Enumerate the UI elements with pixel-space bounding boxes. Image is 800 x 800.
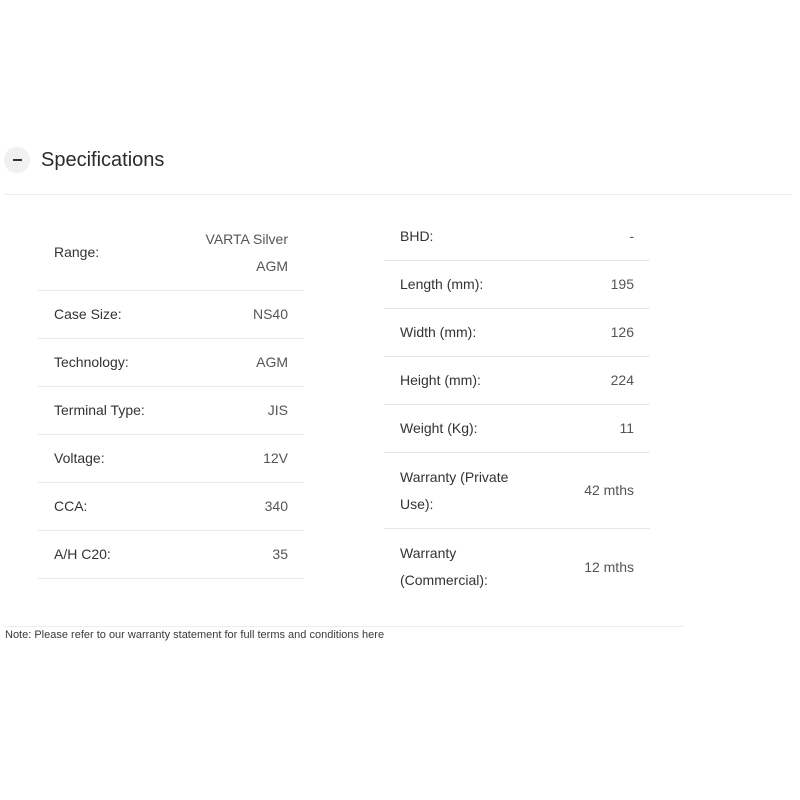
spec-value: 12 mths	[584, 558, 634, 575]
spec-value: 340	[264, 498, 288, 514]
spec-row-warranty-private	[384, 453, 650, 529]
spec-label: Case Size:	[54, 306, 122, 322]
spec-row-technology	[38, 339, 304, 387]
spec-row-height	[384, 357, 650, 405]
section-title: Specifications	[41, 149, 165, 171]
spec-row-voltage	[38, 435, 304, 483]
spec-value: 195	[610, 276, 634, 292]
spec-label: Terminal Type:	[54, 402, 145, 418]
spec-value: 11	[619, 420, 634, 436]
spec-row-cca	[38, 483, 304, 531]
spec-value: 42 mths	[584, 482, 634, 498]
spec-value: 35	[272, 546, 288, 562]
spec-label: Technology:	[54, 354, 129, 370]
spec-row-bhd	[384, 213, 650, 261]
footer-divider	[4, 626, 684, 627]
spec-row-length	[384, 261, 650, 309]
spec-value: NS40	[252, 306, 288, 322]
spec-label: Length (mm):	[400, 276, 484, 292]
spec-value: VARTA Silver AGM	[205, 230, 288, 274]
spec-value: 126	[610, 324, 634, 340]
right-spec-table	[384, 213, 650, 605]
left-spec-table	[38, 215, 304, 579]
spec-label: Weight (Kg):	[400, 420, 478, 436]
minus-icon	[13, 159, 22, 161]
spec-value: 12V	[263, 450, 288, 466]
spec-row-case-size	[38, 291, 304, 339]
spec-label: Height (mm):	[400, 372, 481, 388]
spec-label: Voltage:	[54, 450, 105, 466]
spec-row-terminal-type	[38, 387, 304, 435]
warranty-note: Note: Please refer to our warranty statement for full terms and conditions here	[5, 629, 385, 641]
spec-label: Warranty (Commercial):	[400, 545, 488, 588]
spec-label: Warranty (Private Use):	[400, 468, 509, 512]
collapse-toggle-button[interactable]	[4, 147, 30, 173]
spec-label: Range:	[54, 244, 100, 260]
spec-value: 224	[610, 372, 634, 388]
spec-row-warranty-commercial	[384, 529, 650, 605]
spec-row-width	[384, 309, 650, 357]
spec-label: CCA:	[54, 498, 88, 514]
spec-value: -	[629, 228, 634, 244]
spec-row-ah-c20	[38, 531, 304, 579]
spec-row-range	[38, 215, 304, 291]
spec-label: BHD:	[400, 228, 434, 244]
spec-row-weight	[384, 405, 650, 453]
spec-value: JIS	[267, 402, 288, 418]
spec-value: AGM	[256, 354, 288, 370]
spec-label: Width (mm):	[400, 324, 477, 340]
spec-label: A/H C20:	[54, 546, 111, 562]
specifications-header[interactable]	[4, 143, 792, 195]
